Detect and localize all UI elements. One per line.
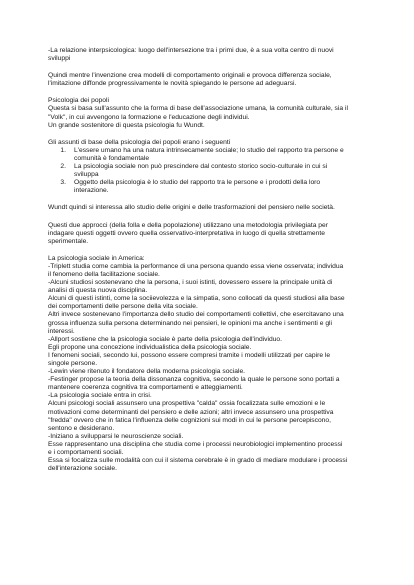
text-line: -Alcuni studiosi sostenevano che la persona, i suoi istinti, dovessero essere la principale unità di [48, 279, 333, 287]
text-line: -Allport sostiene che la psicologia sociale è parte della psicologia dell'individuo. [48, 335, 282, 343]
section-psicologia-america [48, 255, 384, 474]
section-heading: Psicologia dei popoli [48, 97, 109, 105]
text-line: dei comportamenti delle persone della vita sociale. [48, 303, 198, 311]
list-number: 3. [60, 179, 66, 187]
text-line: I fenomeni sociali, secondo lui, possono essere compresi tramite i modelli utilizzati per capire le [48, 351, 331, 359]
list-item [48, 179, 384, 195]
text-line: Gli assunti di base della psicologia dei popoli erano i seguenti [48, 138, 231, 146]
text-line: Wundt quindi si interessa allo studio delle origini e delle trasformazioni del pensiero nelle società. [48, 204, 335, 212]
text-line: Questi due approcci (della folla e della popolazione) utilizzano una metodologia privilegiata per [48, 221, 328, 229]
text-line: e i comportamenti sociali. [48, 449, 124, 457]
paragraph-wundt [48, 204, 384, 212]
text-line: -Triplett studia come cambia la performance di una persona quando essa viene osservata; individua [48, 262, 344, 270]
text-line: -Iniziano a svilupparsi le neuroscienze sociali. [48, 432, 184, 440]
text-line: indagare questi oggetti ovvero quella osservativo-interpretativa in luogo di quella strettamente [48, 229, 325, 237]
text-line: singole persone. [48, 360, 98, 367]
section-psicologia-popoli [48, 97, 384, 129]
text-line: Alcuni psicologi sociali assunsero una prospettiva "calda" ossia focalizzata sulle emozioni e le [48, 400, 326, 408]
text-line: il fenomeno della facilitazione sociale. [48, 270, 160, 278]
text-line: -Festinger propose la teoria della dissonanza cognitiva, secondo la quale le persone sono portati a [48, 376, 340, 384]
text-line: L'essere umano ha una natura intrinsecamente sociale; lo studio del rapporto tra persone e [74, 146, 344, 154]
text-line: Altri invece sostenevano l'importanza dello studio dei comportamenti collettivi, che esercitavano una [48, 311, 344, 319]
text-line: Alcuni di questi istinti, come la sociievolezza e la simpatia, sono collocati da questi studiosi alla base [48, 295, 345, 303]
numbered-list [48, 147, 384, 196]
text-line: "Volk", in cui avvengono la formazione e l'educazione degli individui. [48, 113, 250, 121]
text-line: La psicologia sociale non può prescindere dal contesto storico socio-culturale in cui si [74, 163, 328, 171]
text-line: -Lewin viene ritenuto il fondatore della moderna psicologia sociale. [48, 368, 246, 376]
text-line: -La relazione interpsicologica: luogo dell'intersezione tra i primi due, è a sua volta centro di nuovi [48, 47, 334, 54]
text-line: interessi. [48, 327, 75, 335]
text-line: sentono e desiderano. [48, 424, 115, 432]
text-line: l'imitazione diffonde progressivamente le novità spiegando le persone ad adeguarsi. [48, 80, 297, 88]
text-line: sviluppi [48, 55, 71, 63]
text-line: mantenere coerenza cognitiva tra comportamenti e atteggiamenti. [48, 384, 243, 392]
text-line: sviluppa [74, 171, 99, 179]
text-line: analisi di questa nuova disciplina. [48, 287, 148, 295]
text-line: Quindi mentre l'invenzione crea modelli di comportamento originali e provoca differenza sociale, [48, 72, 332, 80]
section-heading: La psicologia sociale in America: [48, 254, 145, 262]
text-line: Essa si focalizza sulle modalità con cui il sistema cerebrale è in grado di mediare modulare i processi [48, 457, 348, 465]
list-item [48, 163, 384, 179]
text-line: sperimentale. [48, 237, 89, 245]
text-line: interazione. [74, 187, 109, 195]
text-line: dell'interazione sociale. [48, 465, 117, 473]
list-number: 2. [60, 163, 66, 171]
text-line: grossa influenza sulla persona determinando nei pensieri, le opinioni ma anche i sentimenti e gli [48, 319, 333, 327]
text-line: comunità è fondamentale [74, 154, 150, 162]
text-line: Questa si basa sull'assunto che la forma di base dell'associazione umana, la comunità culturale, sia il [48, 105, 348, 113]
list-item [48, 147, 384, 163]
text-line: Egli propone una concezione individualistica della psicologia sociale. [48, 343, 252, 351]
paragraph-relazione [48, 47, 384, 63]
text-line: "fredda" ovvero che in fatica l'influenza delle cognizioni sui modi in cui le persone percepiscono, [48, 416, 331, 424]
text-line: Un grande sostenitore di questa psicologia fu Wundt. [48, 121, 205, 129]
paragraph-assunti [48, 139, 384, 196]
text-line: motivazioni come determinanti del pensiero e delle azioni; altri invece assunsero una prospettiva [48, 408, 334, 416]
paragraph-invenzione [48, 72, 384, 88]
text-line: -La psicologia sociale entra in crisi. [48, 392, 152, 400]
paragraph-approcci [48, 222, 384, 246]
text-line: Esse rappresentano una disciplina che studia come i processi neurobiologici implementino processi [48, 440, 343, 448]
list-number: 1. [60, 146, 66, 154]
text-line: Oggetto della psicologia è lo studio del rapporto tra le persone e i prodotti della loro [74, 179, 321, 187]
